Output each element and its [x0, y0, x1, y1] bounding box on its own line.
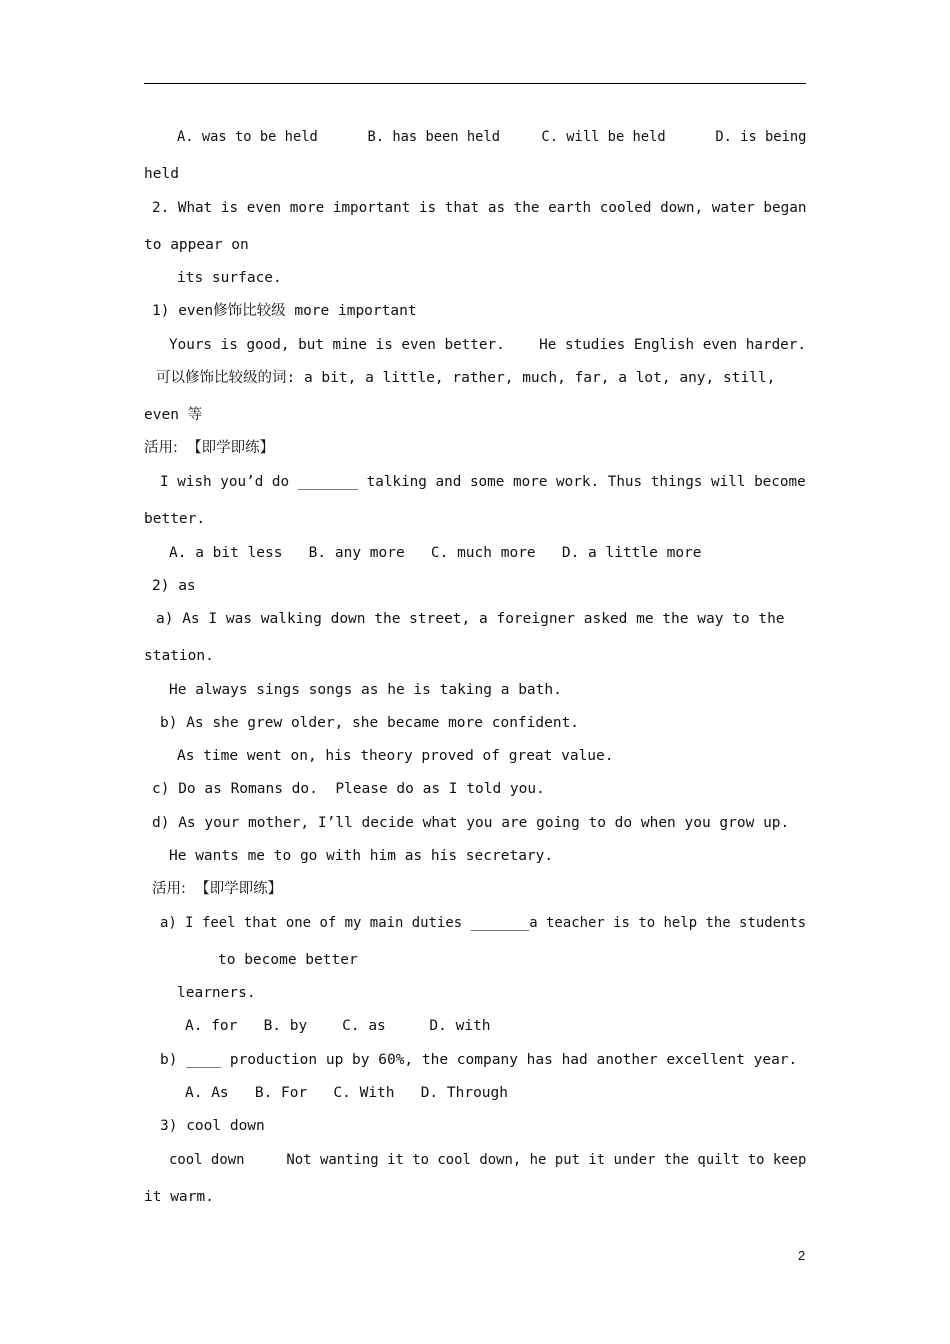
text-line: As time went on, his theory proved of great value. — [177, 748, 614, 764]
header-rule — [144, 83, 806, 84]
text-line: Yours is good, but mine is even better. He studies English even harder. — [169, 337, 807, 353]
text-line: to become better — [218, 952, 358, 968]
text-line: even 等 — [144, 407, 203, 423]
text-line: to appear on — [144, 237, 249, 253]
text-line: b) ____ production up by 60%, the company has had another excellent year. — [160, 1052, 798, 1068]
text-line: 2) as — [152, 578, 196, 594]
text-line: a) As I was walking down the street, a foreigner asked me the way to the — [156, 611, 785, 627]
section-heading: 活用: 【即学即练】 — [144, 440, 275, 456]
text-line: learners. — [177, 985, 256, 1001]
text-line: A. was to be held B. has been held C. will be held D. is being — [177, 129, 807, 145]
section-heading: 活用: 【即学即练】 — [152, 881, 283, 897]
text-line: c) Do as Romans do. Please do as I told you. — [152, 781, 545, 797]
text-line: 可以修饰比较级的词: a bit, a little, rather, much, far, a lot, any, still, — [156, 370, 776, 386]
text-line: 1) even修饰比较级 more important — [152, 303, 417, 319]
text-line: He wants me to go with him as his secretary. — [169, 848, 554, 864]
text-line: better. — [144, 511, 206, 527]
text-line: b) As she grew older, she became more confident. — [160, 715, 580, 731]
answer-options: A. a bit less B. any more C. much more D. a little more — [169, 545, 702, 561]
page-number: 2 — [798, 1248, 806, 1263]
text-line: 3) cool down — [160, 1118, 265, 1134]
answer-options: A. for B. by C. as D. with — [185, 1018, 491, 1034]
text-line: d) As your mother, I’ll decide what you are going to do when you grow up. — [152, 815, 790, 831]
text-line: it warm. — [144, 1189, 214, 1205]
text-line: cool down Not wanting it to cool down, he put it under the quilt to keep — [169, 1152, 807, 1168]
answer-options: A. As B. For C. With D. Through — [185, 1085, 509, 1101]
text-line: station. — [144, 648, 214, 664]
text-line: I wish you’d do _______ talking and some more work. Thus things will become — [160, 474, 806, 490]
text-line: held — [144, 166, 179, 182]
text-line: He always sings songs as he is taking a bath. — [169, 682, 562, 698]
text-line: 2. What is even more important is that as the earth cooled down, water began — [152, 200, 807, 216]
text-line: a) I feel that one of my main duties _______a teacher is to help the students — [160, 915, 807, 931]
text-line: its surface. — [177, 270, 282, 286]
